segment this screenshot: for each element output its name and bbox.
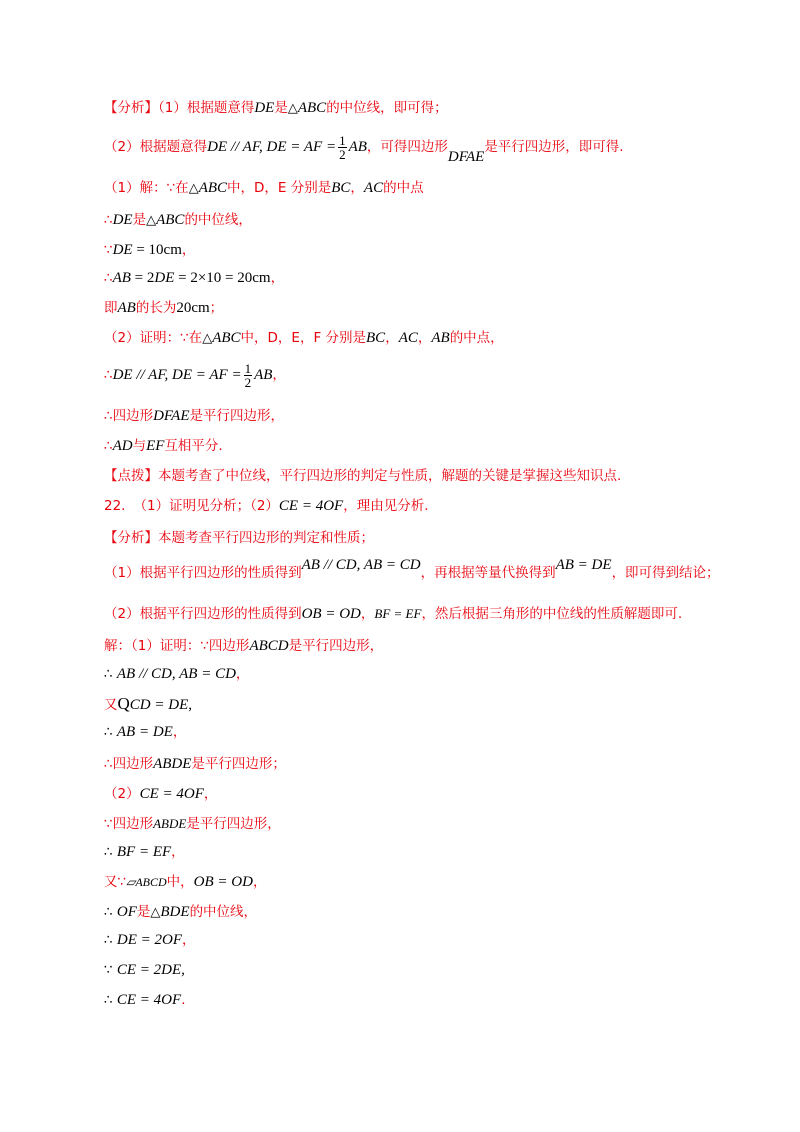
analysis-line-1	[104, 98, 448, 119]
math-expr: AC	[363, 180, 384, 196]
math-expr: BF = EF	[374, 606, 422, 621]
text: ，	[172, 724, 187, 740]
solution-22-line-13	[104, 990, 185, 1010]
text: （2）根据平行四边形的性质得到	[104, 606, 302, 622]
math-expr: AB // CD, AB = CD	[116, 666, 236, 682]
math-expr: AB	[112, 270, 131, 286]
text: 与	[132, 438, 147, 454]
comment-line	[104, 466, 621, 486]
math-expr: AB	[348, 139, 367, 155]
text: 本题考查了中位线，平行四边形的判定与性质，解题的关键是掌握这些知识点.	[158, 468, 622, 484]
math-expr: = 2×10 = 20cm	[174, 270, 271, 286]
analysis-line-22	[104, 528, 374, 548]
math-expr: = 2	[130, 270, 155, 286]
text: ∴四边形	[104, 408, 154, 424]
solution-22-line-4	[104, 722, 186, 742]
triangle-symbol: △	[202, 331, 213, 346]
math-expr: DE	[254, 100, 275, 116]
text: ∵	[104, 962, 117, 978]
fraction: $\frac{1}{2}$	[339, 132, 346, 162]
text: ∵	[104, 242, 113, 258]
text: 又	[104, 697, 118, 713]
analysis-line-22-1	[104, 556, 720, 590]
math-expr: AC	[398, 330, 418, 346]
math-expr: ABDE	[153, 816, 187, 831]
text: ∴	[104, 666, 117, 682]
solution-line-7	[104, 298, 223, 318]
text: （1）证明见分析；（2）	[133, 498, 279, 514]
solution-line-4	[104, 210, 252, 231]
analysis-line-22-2	[104, 604, 682, 624]
text: ，可得四边形	[366, 139, 448, 155]
text: 的中位线，即可得；	[326, 100, 448, 116]
text: 是	[136, 904, 151, 920]
text: ∴	[104, 992, 117, 1008]
text: （2）根据题意得	[104, 139, 208, 155]
math-expr: ABC	[156, 212, 185, 228]
text: 解：（1）证明：∵四边形	[104, 638, 250, 654]
solution-22-line-9	[104, 872, 266, 892]
math-expr: CE = 4OF	[116, 992, 182, 1008]
math-expr: CE = 4OF	[139, 786, 204, 802]
text: ，	[252, 874, 267, 890]
math-expr: DE // AF, DE = AF =	[112, 367, 242, 383]
math-expr: 20cm	[176, 300, 210, 316]
text: （2）	[104, 786, 140, 802]
math-expr: BC	[366, 330, 386, 346]
text: ∴	[104, 844, 117, 860]
text: 中，D，E 分别是	[227, 180, 332, 196]
math-expr: AB	[117, 300, 136, 316]
text: ，	[203, 786, 218, 802]
math-expr: ABC	[198, 180, 228, 196]
solution-22-line-7	[104, 814, 281, 834]
text: ，	[417, 330, 432, 346]
solution-22-line-3	[104, 694, 192, 715]
math-expr: EF	[146, 438, 165, 454]
fraction: $\frac{1}{2}$	[244, 360, 252, 390]
math-expr: DE	[112, 212, 133, 228]
math-expr: AB = DE	[555, 557, 612, 573]
text: ∴	[104, 932, 117, 948]
math-expr: BC	[331, 180, 351, 196]
text: 互相平分.	[164, 438, 223, 454]
question-22-answer	[104, 496, 429, 516]
text: ，	[350, 180, 364, 196]
math-expr: OF	[116, 904, 137, 920]
text: 的中位线，	[189, 904, 258, 920]
text: 中，	[166, 874, 194, 890]
text: ∴	[104, 724, 117, 740]
solution-22-line-2	[104, 664, 249, 684]
solution-22-line-12	[104, 960, 185, 980]
text: ∴	[104, 270, 113, 286]
text: （1）解：∵在	[104, 180, 189, 196]
text: ，即可得到结论；	[611, 565, 720, 581]
math-expr: CD = DE,	[129, 697, 192, 713]
math-expr: ▱ABCD	[126, 875, 167, 889]
analysis-tag: 【分析】	[104, 100, 158, 116]
text: ∴	[104, 212, 113, 228]
math-expr: DE	[112, 242, 133, 258]
math-expr: OB = OD	[301, 606, 361, 622]
math-expr: DE = 2OF	[116, 932, 183, 948]
text: ，	[235, 666, 250, 682]
text: 是平行四边形，	[288, 638, 384, 654]
text: ；	[209, 300, 224, 316]
text: 的中位线，	[184, 212, 252, 228]
text: 是平行四边形，即可得.	[484, 139, 624, 155]
solution-line-11	[104, 436, 223, 456]
solution-22-line-6	[104, 784, 217, 804]
text: （1）根据题意得	[158, 100, 255, 116]
triangle-symbol: △	[150, 905, 161, 920]
text: ，再根据等量代换得到	[420, 565, 556, 581]
math-expr: AB // CD, AB = CD	[301, 557, 421, 573]
text: ，	[385, 330, 399, 346]
comment-tag: 【点拨】	[104, 468, 158, 484]
math-expr: OB = OD	[193, 874, 253, 890]
math-expr: DE	[154, 270, 175, 286]
math-expr: ABDE	[153, 756, 192, 772]
triangle-symbol: △	[146, 213, 157, 228]
text: ，	[171, 844, 185, 860]
math-expr: CE = 4OF	[278, 498, 344, 514]
text: ∴	[104, 367, 113, 383]
triangle-symbol: △	[287, 101, 298, 116]
text: ，	[272, 367, 286, 383]
text: 本题考查平行四边形的判定和性质；	[158, 530, 374, 546]
math-expr: Q	[117, 694, 130, 713]
text: 又∵	[104, 874, 127, 890]
solution-22-line-8	[104, 842, 185, 862]
text: 是平行四边形；	[191, 756, 286, 772]
math-expr: AB	[431, 330, 450, 346]
solution-line-5	[104, 240, 195, 260]
solution-22-line-5	[104, 754, 286, 774]
text: ，	[182, 932, 196, 948]
text: ，	[181, 242, 196, 258]
math-expr: ABC	[212, 330, 241, 346]
text: ∴	[104, 904, 117, 920]
text: ∴	[104, 438, 113, 454]
text: 的长为	[135, 300, 177, 316]
text: （2）证明：∵在	[104, 330, 203, 346]
text: ，	[270, 270, 285, 286]
math-expr: AB = DE	[116, 724, 173, 740]
triangle-symbol: △	[188, 181, 199, 196]
text: 是	[132, 212, 147, 228]
solution-line-10	[104, 406, 284, 426]
math-expr: DFAE	[153, 408, 190, 424]
math-expr: DE // AF, DE = AF =	[207, 139, 337, 155]
text: （1）根据平行四边形的性质得到	[104, 565, 302, 581]
text: ∵四边形	[104, 816, 154, 832]
analysis-tag: 【分析】	[104, 530, 158, 546]
text: ，	[360, 606, 375, 622]
math-expr: CE = 2DE,	[116, 962, 185, 978]
text: 是平行四边形，	[189, 408, 284, 424]
math-expr: AD	[112, 438, 133, 454]
math-expr: DFAE	[447, 149, 485, 165]
text: 中，D，E，F 分别是	[240, 330, 367, 346]
text: 即	[104, 300, 118, 316]
question-number: 22.	[104, 498, 126, 514]
solution-line-8	[104, 328, 504, 349]
text: ∴四边形	[104, 756, 154, 772]
solution-line-3	[104, 178, 424, 199]
text: 是平行四边形，	[186, 816, 281, 832]
math-expr: ABCD	[249, 638, 289, 654]
text: 的中点	[383, 180, 424, 196]
text: ，然后根据三角形的中位线的性质解题即可.	[421, 606, 683, 622]
text: ，理由见分析.	[343, 498, 429, 514]
math-expr: BDE	[160, 904, 190, 920]
text: 是	[274, 100, 288, 116]
solution-line-6	[104, 268, 284, 288]
text: .	[181, 992, 186, 1008]
text: 的中点，	[449, 330, 504, 346]
math-expr: = 10cm	[132, 242, 182, 258]
solution-22-line-11	[104, 930, 196, 950]
math-expr: BF = EF	[116, 844, 172, 860]
analysis-line-2	[104, 130, 624, 164]
math-expr: AB	[254, 367, 273, 383]
solution-22-line-10	[104, 902, 257, 923]
math-expr: ABC	[297, 100, 327, 116]
solution-22-line-1	[104, 636, 383, 656]
solution-line-9	[104, 358, 286, 392]
